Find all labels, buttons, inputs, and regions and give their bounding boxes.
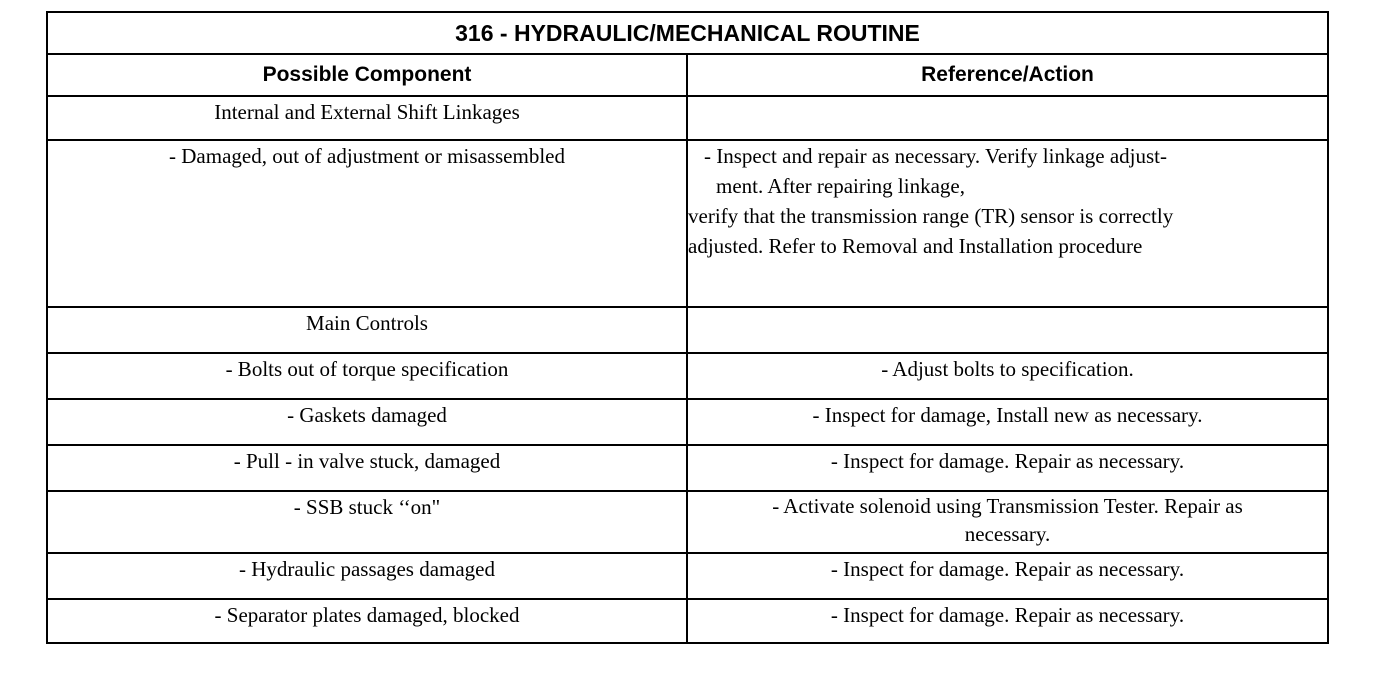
component-cell: - Gaskets damaged <box>47 399 687 445</box>
component-cell: Internal and External Shift Linkages <box>47 96 687 140</box>
action-cell <box>687 307 1328 353</box>
table-row <box>47 599 1328 643</box>
component-cell: Main Controls <box>47 307 687 353</box>
diagnostic-table <box>46 11 1329 644</box>
title-row <box>47 12 1328 54</box>
table-row <box>47 491 1328 553</box>
header-action: Reference/Action <box>687 54 1328 96</box>
action-line: - Activate solenoid using Transmission Tester. Repair as <box>772 494 1243 518</box>
action-cell <box>687 491 1328 553</box>
table-row <box>47 399 1328 445</box>
header-component: Possible Component <box>47 54 687 96</box>
component-cell: - SSB stuck ‘‘on" <box>47 491 687 553</box>
table-title: 316 - HYDRAULIC/MECHANICAL ROUTINE <box>47 12 1328 54</box>
table-row <box>47 445 1328 491</box>
action-line: necessary. <box>964 522 1051 546</box>
component-cell: - Damaged, out of adjustment or misassembled <box>47 140 687 307</box>
table-row <box>47 307 1328 353</box>
component-cell: - Pull - in valve stuck, damaged <box>47 445 687 491</box>
action-cell: - Inspect for damage. Repair as necessary. <box>687 599 1328 643</box>
action-cell: - Inspect for damage. Repair as necessary. <box>687 553 1328 599</box>
table-row <box>47 553 1328 599</box>
action-line: ment. After repairing linkage, <box>716 174 965 198</box>
action-line: adjusted. Refer to Removal and Installation procedure <box>688 234 1143 258</box>
action-cell: - Inspect for damage. Repair as necessary. <box>687 445 1328 491</box>
action-line: verify that the transmission range (TR) sensor is correctly <box>688 204 1174 228</box>
table-row <box>47 140 1328 307</box>
action-cell <box>687 140 1328 307</box>
header-row <box>47 54 1328 96</box>
component-cell: - Bolts out of torque specification <box>47 353 687 399</box>
action-cell: - Adjust bolts to specification. <box>687 353 1328 399</box>
action-cell <box>687 96 1328 140</box>
table-row <box>47 96 1328 140</box>
component-cell: - Hydraulic passages damaged <box>47 553 687 599</box>
component-cell: - Separator plates damaged, blocked <box>47 599 687 643</box>
table-row <box>47 353 1328 399</box>
action-cell: - Inspect for damage, Install new as necessary. <box>687 399 1328 445</box>
action-line: - Inspect and repair as necessary. Verify linkage adjust- <box>704 144 1167 168</box>
